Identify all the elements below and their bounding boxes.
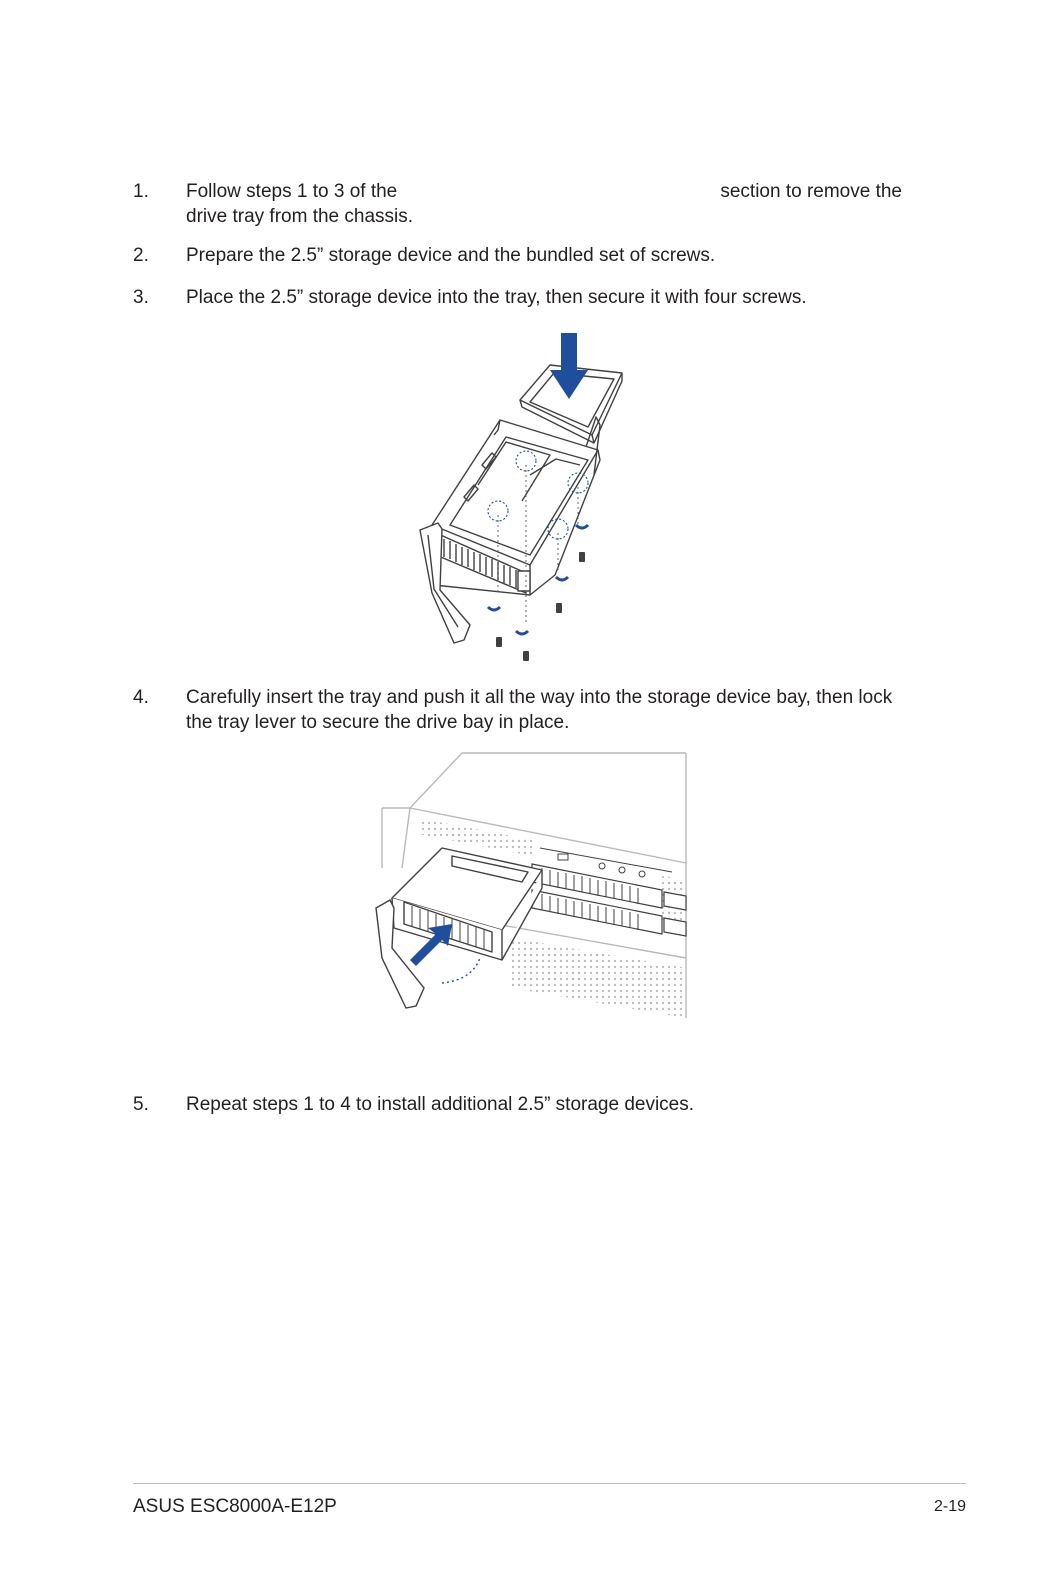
- step-1-text-start: Follow steps 1 to 3 of the: [186, 181, 398, 202]
- footer-page-number: 2-19: [933, 1498, 966, 1515]
- step-text: [186, 179, 906, 229]
- step-number: 2.: [133, 245, 149, 266]
- step-1-text-end: section to remove the: [720, 181, 902, 202]
- step-number: 4.: [133, 687, 149, 708]
- footer-product-name: ASUS ESC8000A-E12P: [133, 1496, 337, 1517]
- step-text: [186, 685, 906, 735]
- step-number: 3.: [133, 287, 149, 308]
- step-1-text-continued: drive tray from the chassis.: [186, 206, 414, 227]
- step-text: Repeat steps 1 to 4 to install additional 2.5” storage devices.: [186, 1094, 695, 1115]
- step-number: 1.: [133, 181, 149, 202]
- step-text: Prepare the 2.5” storage device and the bundled set of screws.: [186, 245, 716, 266]
- insert-tray-into-chassis-illustration: [372, 748, 690, 1028]
- step-number: 5.: [133, 1094, 149, 1115]
- step-4-text-line-1: Carefully insert the tray and push it all the way into the storage device bay, then lock: [186, 687, 893, 708]
- step-4-text-line-2: the tray lever to secure the drive bay in place.: [186, 712, 570, 733]
- drive-into-tray-illustration: [410, 325, 640, 670]
- footer-divider: [133, 1483, 966, 1484]
- step-text: Place the 2.5” storage device into the tray, then secure it with four screws.: [186, 287, 807, 308]
